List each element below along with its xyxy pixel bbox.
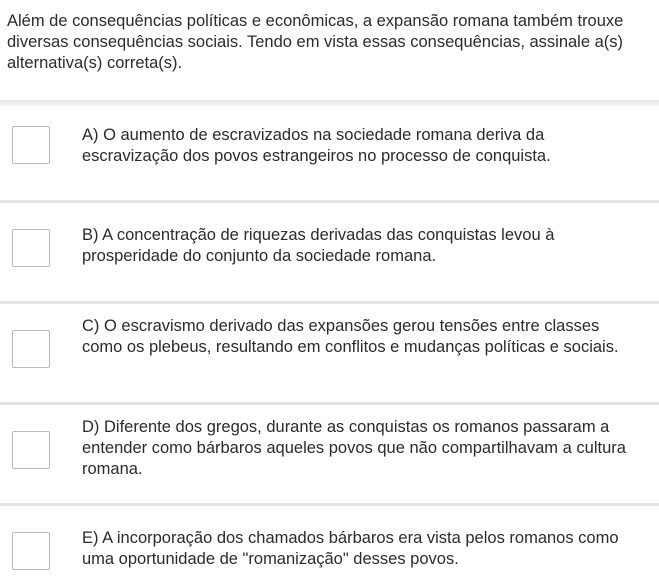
option-e[interactable] [0, 506, 659, 586]
option-a-text: A) O aumento de escravizados na sociedade romana deriva da escravização dos povos estrangeiros no processo de conquista. [82, 126, 551, 165]
option-d-checkbox[interactable] [12, 431, 50, 469]
option-c-checkbox[interactable] [12, 330, 50, 368]
option-c-text: C) O escravismo derivado das expansões gerou tensões entre classes como os plebeus, resultando em conflitos e mudanças políticas e sociais. [82, 317, 619, 356]
option-b-text: B) A concentração de riquezas derivadas das conquistas levou à prosperidade do conjunto da sociedade romana. [82, 226, 555, 265]
option-e-text: E) A incorporação dos chamados bárbaros era vista pelos romanos como uma oportunidade de "romanização" desses povos. [82, 529, 619, 568]
question-text: Além de consequências políticas e econômicas, a expansão romana também trouxe diversas consequências sociais. Tendo em vista essas consequências, assinale a(s) alternativa(s) correta(s). [7, 12, 624, 72]
option-a-checkbox[interactable] [12, 126, 50, 164]
option-b[interactable] [0, 203, 659, 301]
option-c[interactable] [0, 304, 659, 402]
option-d[interactable] [0, 405, 659, 503]
option-a[interactable] [0, 106, 659, 202]
option-b-checkbox[interactable] [12, 229, 50, 267]
option-e-checkbox[interactable] [12, 532, 50, 570]
option-d-text: D) Diferente dos gregos, durante as conquistas os romanos passaram a entender como bárbaros aqueles povos que não compartilhavam a cultura romana. [82, 418, 626, 478]
